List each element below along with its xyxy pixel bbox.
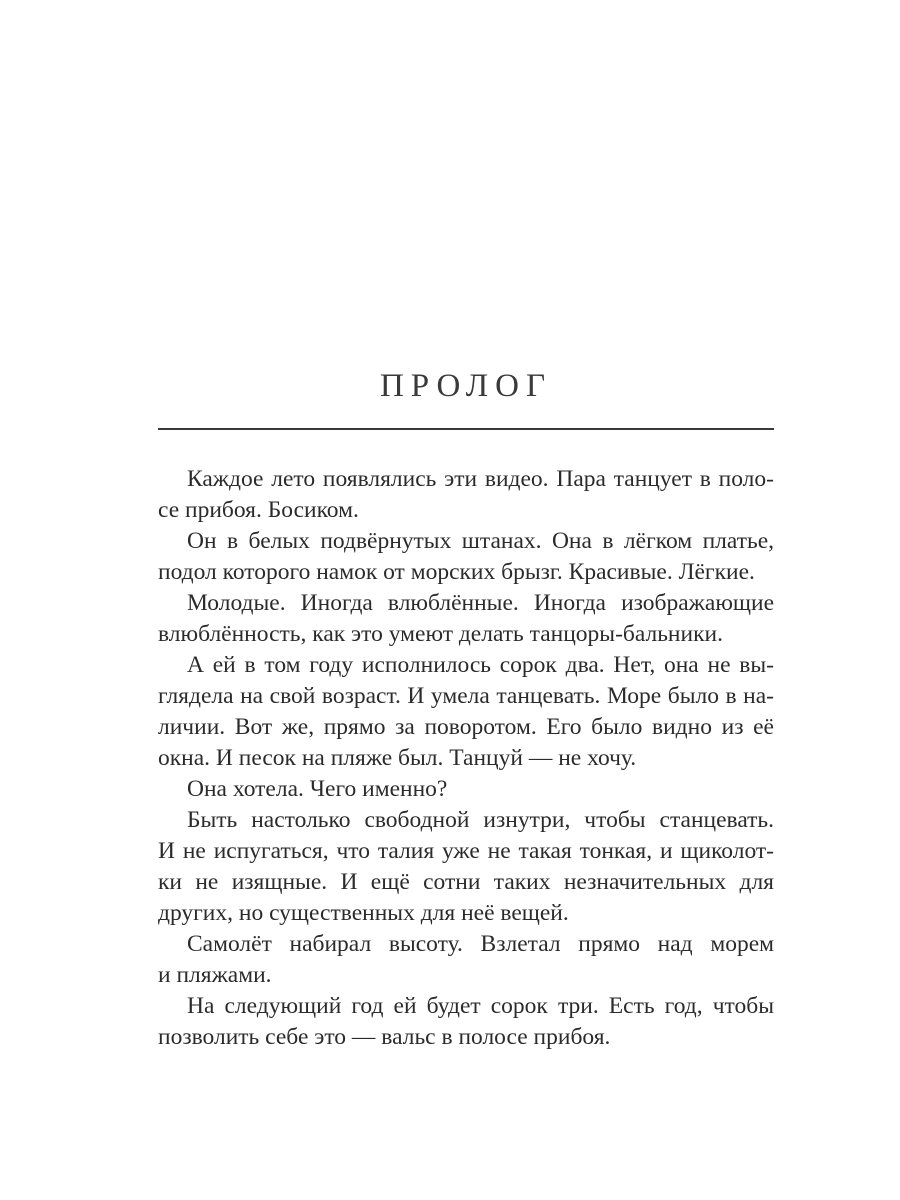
text-line: Быть настолько свободной изнутри, чтобы станцевать. (187, 807, 774, 833)
text-line: и пляжами. (158, 962, 272, 988)
text-line: Он в белых подвёрнутых штанах. Она в лёгком платье, (187, 528, 774, 554)
text-line: Она хотела. Чего именно? (187, 776, 448, 802)
text-line: се прибоя. Босиком. (158, 497, 359, 523)
text-line: ки не изящные. И ещё сотни таких незначительных для (158, 869, 774, 895)
chapter-title: ПРОЛОГ (379, 368, 553, 404)
prologue-text (158, 464, 774, 1053)
text-line: Самолёт набирал высоту. Взлетал прямо над морем (187, 931, 774, 957)
text-line: окна. И песок на пляже был. Танцуй — не хочу. (158, 745, 637, 771)
text-line: А ей в том году исполнилось сорок два. Нет, она не вы- (187, 652, 774, 678)
text-line: подол которого намок от морских брызг. Красивые. Лёгкие. (158, 559, 755, 585)
title-divider (158, 428, 774, 430)
text-line: Молодые. Иногда влюблённые. Иногда изображающие (187, 590, 774, 616)
text-line: глядела на свой возраст. И умела танцевать. Море было в на- (158, 683, 774, 709)
text-line: Каждое лето появлялись эти видео. Пара танцует в поло- (187, 466, 774, 492)
text-line: других, но существенных для неё вещей. (158, 900, 569, 926)
text-line: И не испугаться, что талия уже не такая тонкая, и щиколот- (158, 838, 774, 864)
text-line: личии. Вот же, прямо за поворотом. Его было видно из её (158, 714, 774, 740)
text-line: влюблённость, как это умеют делать танцоры-бальники. (158, 621, 723, 647)
text-line: позволить себе это — вальс в полосе прибоя. (158, 1024, 611, 1050)
text-line: На следующий год ей будет сорок три. Есть год, чтобы (187, 993, 774, 1019)
